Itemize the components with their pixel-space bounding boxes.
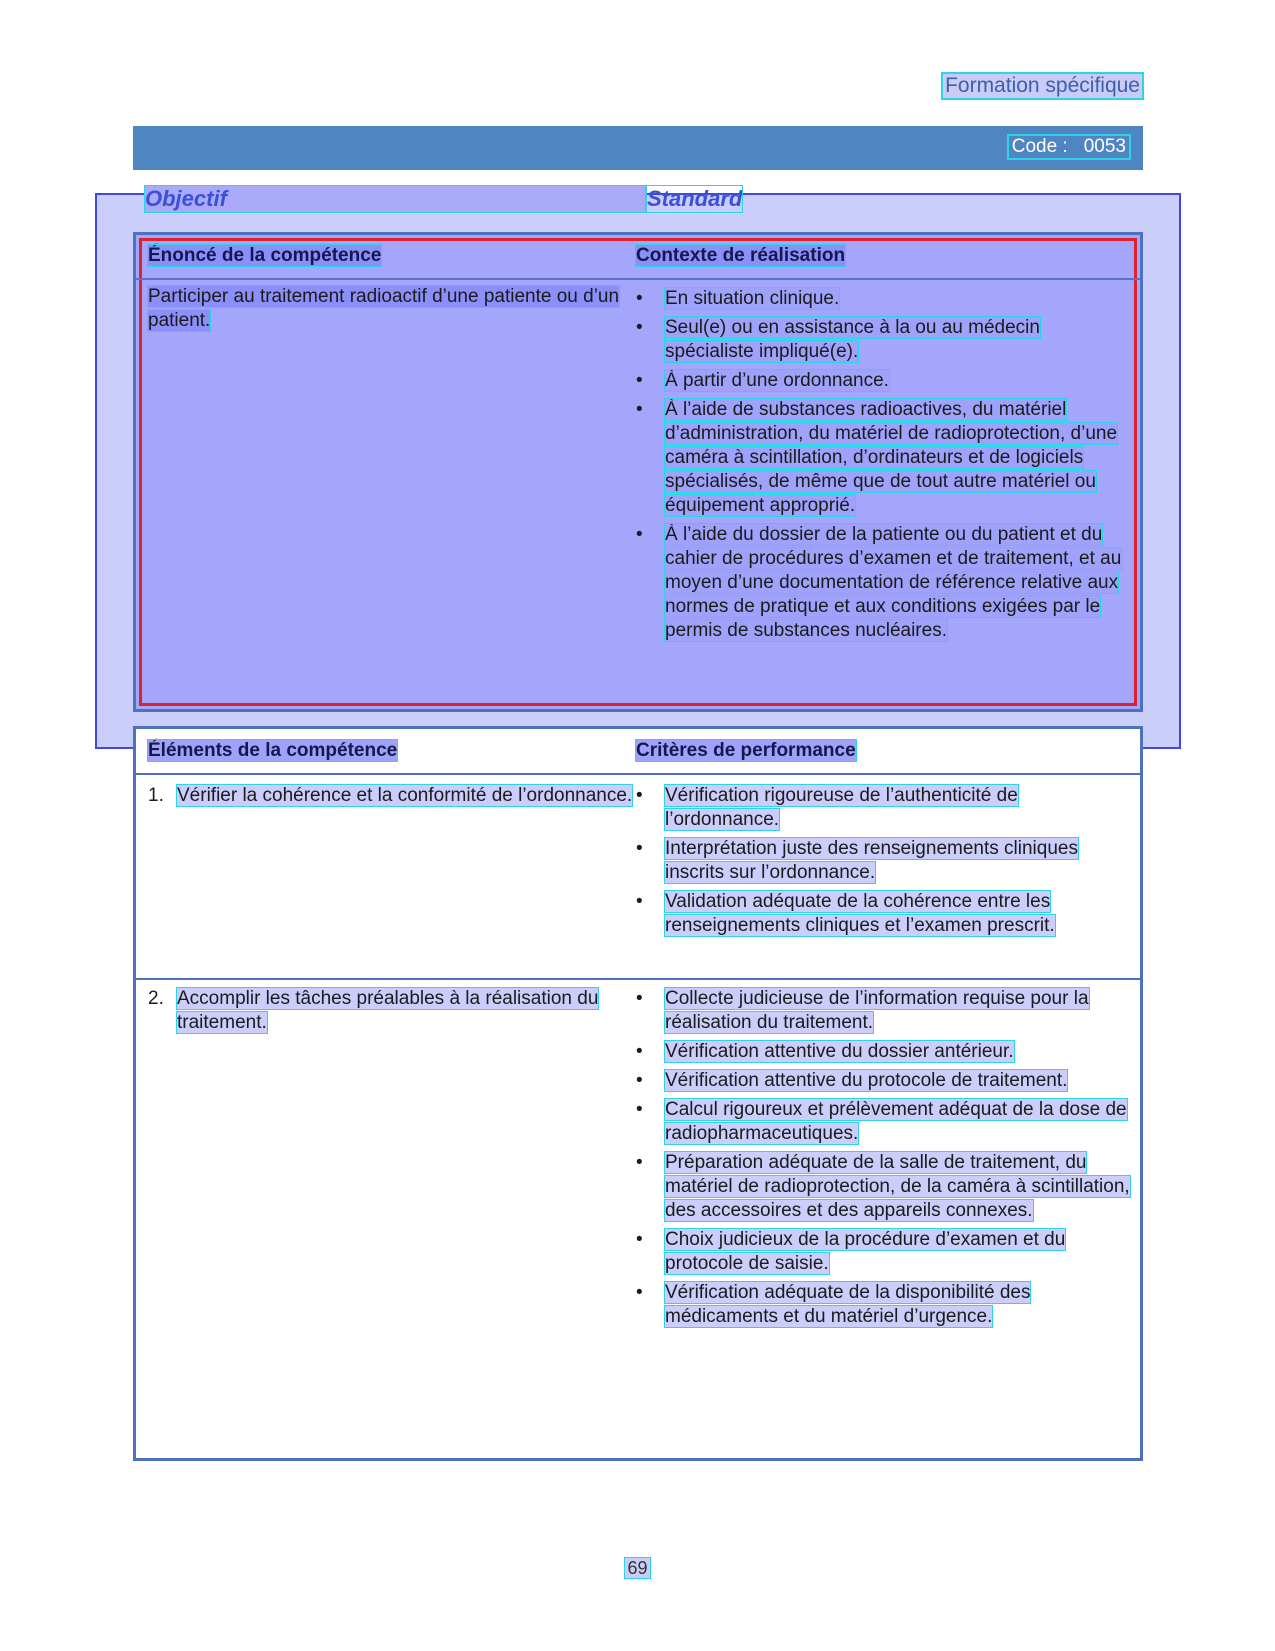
criterion-item: • Choix judicieux de la procédure d’examen et du protocole de saisie. — [636, 1228, 1132, 1276]
criterion-item: • Calcul rigoureux et prélèvement adéquat de la dose de radiopharmaceutiques. — [636, 1098, 1132, 1146]
criteres-heading: Critères de performance — [636, 740, 856, 761]
row-divider — [136, 978, 1140, 980]
criteria-list-1 — [636, 784, 1132, 943]
contexte-item: • À partir d’une ordonnance. — [636, 369, 1132, 393]
criterion-item: • Vérification attentive du dossier antérieur. — [636, 1040, 1132, 1064]
criterion-item: • Collecte judicieuse de l’information requise pour la réalisation du traitement. — [636, 987, 1132, 1035]
code-label: Code : — [1011, 136, 1068, 157]
contexte-item: • À l’aide du dossier de la patiente ou du patient et du cahier de procédures d’examen et de traitement, et au moyen d’une documentation de référence relative aux normes de pratique et aux conditions exigées par le permis de substances nucléaires. — [636, 523, 1132, 643]
code-value: 0053 — [1083, 136, 1126, 157]
criterion-item: • Vérification adéquate de la disponibilité des médicaments et du matériel d’urgence. — [636, 1281, 1132, 1329]
criterion-item: • Validation adéquate de la cohérence entre les renseignements cliniques et l’examen prescrit. — [636, 890, 1132, 938]
element-number: 2. — [148, 988, 164, 1009]
criterion-item: • Préparation adéquate de la salle de traitement, du matériel de radioprotection, de la caméra à scintillation, des accessoires et des appareils connexes. — [636, 1151, 1132, 1223]
contexte-heading: Contexte de réalisation — [636, 245, 846, 266]
competence-header-divider — [136, 278, 1140, 280]
element-text: Vérifier la cohérence et la conformité de l’ordonnance. — [177, 785, 633, 806]
page-number: 69 — [627, 1558, 648, 1578]
criterion-item: • Vérification rigoureuse de l’authenticité de l’ordonnance. — [636, 784, 1132, 832]
elements-heading: Éléments de la compétence — [148, 740, 398, 761]
element-item — [148, 784, 636, 808]
competency-code — [1009, 136, 1129, 158]
document-header-title: Formation spécifique — [945, 74, 1140, 97]
element-text: Accomplir les tâches préalables à la réalisation du traitement. — [177, 988, 599, 1033]
contexte-item: • Seul(e) ou en assistance à la ou au médecin spécialiste impliqué(e). — [636, 316, 1132, 364]
code-bar — [133, 126, 1143, 170]
standard-heading: Standard — [647, 186, 743, 211]
element-number: 1. — [148, 785, 164, 806]
element-2 — [148, 987, 636, 1035]
objectif-heading: Objectif — [145, 186, 645, 212]
competence-table — [133, 232, 1143, 712]
enonce-text: Participer au traitement radioactif d’une patiente ou d’un patient. — [148, 286, 620, 331]
criteria-list-2 — [636, 987, 1132, 1334]
enonce-heading: Énoncé de la compétence — [148, 245, 382, 266]
elements-table — [133, 726, 1143, 1461]
criterion-item: • Vérification attentive du protocole de traitement. — [636, 1069, 1132, 1093]
elements-header-divider — [136, 773, 1140, 775]
contexte-item: • En situation clinique. — [636, 287, 1132, 311]
element-1 — [148, 784, 636, 808]
contexte-item: • À l’aide de substances radioactives, du matériel d’administration, du matériel de radioprotection, d’une caméra à scintillation, d’ordinateurs et de logiciels spécialisés, de même que de tout autre matériel ou équipement approprié. — [636, 398, 1132, 518]
contexte-list — [636, 287, 1132, 648]
criterion-item: • Interprétation juste des renseignements cliniques inscrits sur l’ordonnance. — [636, 837, 1132, 885]
element-item — [148, 987, 636, 1035]
